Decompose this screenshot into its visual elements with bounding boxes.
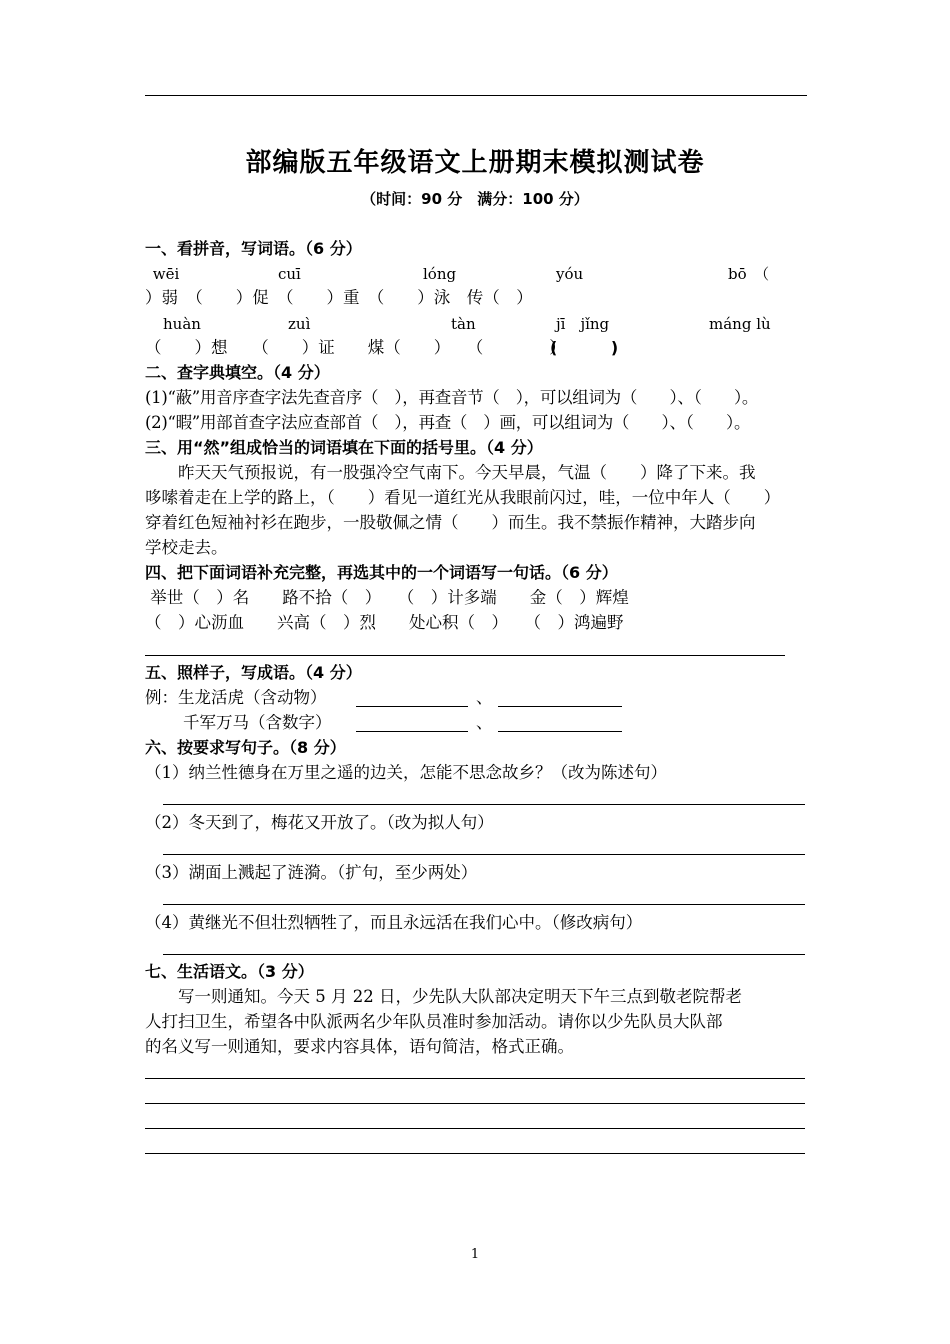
answer-line <box>163 904 805 905</box>
answer-blank <box>356 731 468 732</box>
writing-line <box>145 1153 805 1154</box>
pinyin-3: lóng <box>423 265 457 283</box>
answer-line <box>163 954 805 955</box>
example-1: 例：生龙活虎（含动物） <box>145 688 327 707</box>
answer-blank <box>498 731 622 732</box>
notice-instruction-line: 的名义写一则通知，要求内容具体，语句简洁，格式正确。 <box>145 1037 574 1056</box>
rewrite-question-1: （1）纳兰性德身在万里之遥的边关，怎能不思念故乡？（改为陈述句） <box>145 763 667 782</box>
answer-row-2-last: ( ) <box>550 338 619 357</box>
rewrite-question-3: （3）湖面上溅起了涟漪。（扩句，至少两处） <box>145 863 478 882</box>
pinyin-2: cuī <box>278 265 301 283</box>
passage-line: 学校走去。 <box>145 538 228 557</box>
section-1-heading: 一、看拼音，写词语。（6 分） <box>145 239 362 258</box>
section-6-heading: 六、按要求写句子。（8 分） <box>145 738 346 757</box>
idiom-row-1: 举世（ ）名 路不拾（ ） （ ）计多端 金（ ）辉煌 <box>145 588 629 607</box>
exam-subtitle: （时间：90 分 满分：100 分） <box>361 190 589 208</box>
answer-blank <box>498 706 622 707</box>
dictionary-question-1: (1)“蔽”用音序查字法先查音序（ ），再查音节（ ），可以组词为（ ）、（ ）。 <box>145 388 759 407</box>
sentence-answer-line <box>145 655 785 656</box>
writing-line <box>145 1128 805 1129</box>
separator: 、 <box>476 688 493 707</box>
writing-line <box>145 1078 805 1079</box>
answer-blank <box>356 706 468 707</box>
answer-line <box>163 854 805 855</box>
pinyin-4: yóu <box>556 265 584 283</box>
answer-row-1: ）弱 （ ）促 （ ）重 （ ）泳 传（ ） <box>145 288 533 307</box>
passage-line: 昨天天气预报说，有一股强冷空气南下。今天早晨，气温（ ）降了下来。我 <box>145 463 756 482</box>
pinyin-6: huàn <box>163 315 201 333</box>
header-rule <box>145 95 807 96</box>
section-2-heading: 二、查字典填空。（4 分） <box>145 363 330 382</box>
section-4-heading: 四、把下面词语补充完整，再选其中的一个词语写一句话。（6 分） <box>145 563 618 582</box>
pinyin-9: jī jǐng <box>556 315 610 333</box>
dictionary-question-2: (2)“暇”用部首查字法应查部首（ ），再查（ ）画，可以组词为（ ）、（ ）。 <box>145 413 751 432</box>
section-3-heading: 三、用“然”组成恰当的词语填在下面的括号里。（4 分） <box>145 438 543 457</box>
answer-row-2: （ ）想 （ ）证 煤（ ） （ ） <box>145 338 566 357</box>
notice-instruction-line: 写一则通知。今天 5 月 22 日，少先队大队部决定明天下午三点到敬老院帮老 <box>145 987 742 1006</box>
pinyin-1: wēi <box>148 265 180 283</box>
idiom-row-2: （ ）心沥血 兴高（ ）烈 处心积（ ） （ ）鸿遍野 <box>145 613 624 632</box>
passage-line: 穿着红色短袖衬衫在跑步，一股敬佩之情（ ）而生。我不禁振作精神，大踏步向 <box>145 513 756 532</box>
writing-line <box>145 1103 805 1104</box>
pinyin-10: máng lù <box>709 315 771 333</box>
notice-instruction-line: 人打扫卫生，希望各中队派两名少年队员准时参加活动。请你以少先队员大队部 <box>145 1012 723 1031</box>
rewrite-question-4: （4）黄继光不但壮烈牺牲了，而且永远活在我们心中。（修改病句） <box>145 913 643 932</box>
section-5-heading: 五、照样子，写成语。（4 分） <box>145 663 362 682</box>
answer-line <box>163 804 805 805</box>
pinyin-8: tàn <box>451 315 476 333</box>
page-number: 1 <box>470 1247 480 1262</box>
pinyin-7: zuì <box>288 315 311 333</box>
passage-line: 哆嗦着走在上学的路上，（ ）看见一道红光从我眼前闪过，哇，一位中年人（ ） <box>145 488 781 507</box>
pinyin-5: bō （ <box>728 265 770 283</box>
section-7-heading: 七、生活语文。（3 分） <box>145 962 314 981</box>
example-2: 千军万马（含数字） <box>183 713 332 732</box>
rewrite-question-2: （2）冬天到了，梅花又开放了。（改为拟人句） <box>145 813 494 832</box>
exam-title: 部编版五年级语文上册期末模拟测试卷 <box>245 148 705 178</box>
separator: 、 <box>476 713 493 732</box>
